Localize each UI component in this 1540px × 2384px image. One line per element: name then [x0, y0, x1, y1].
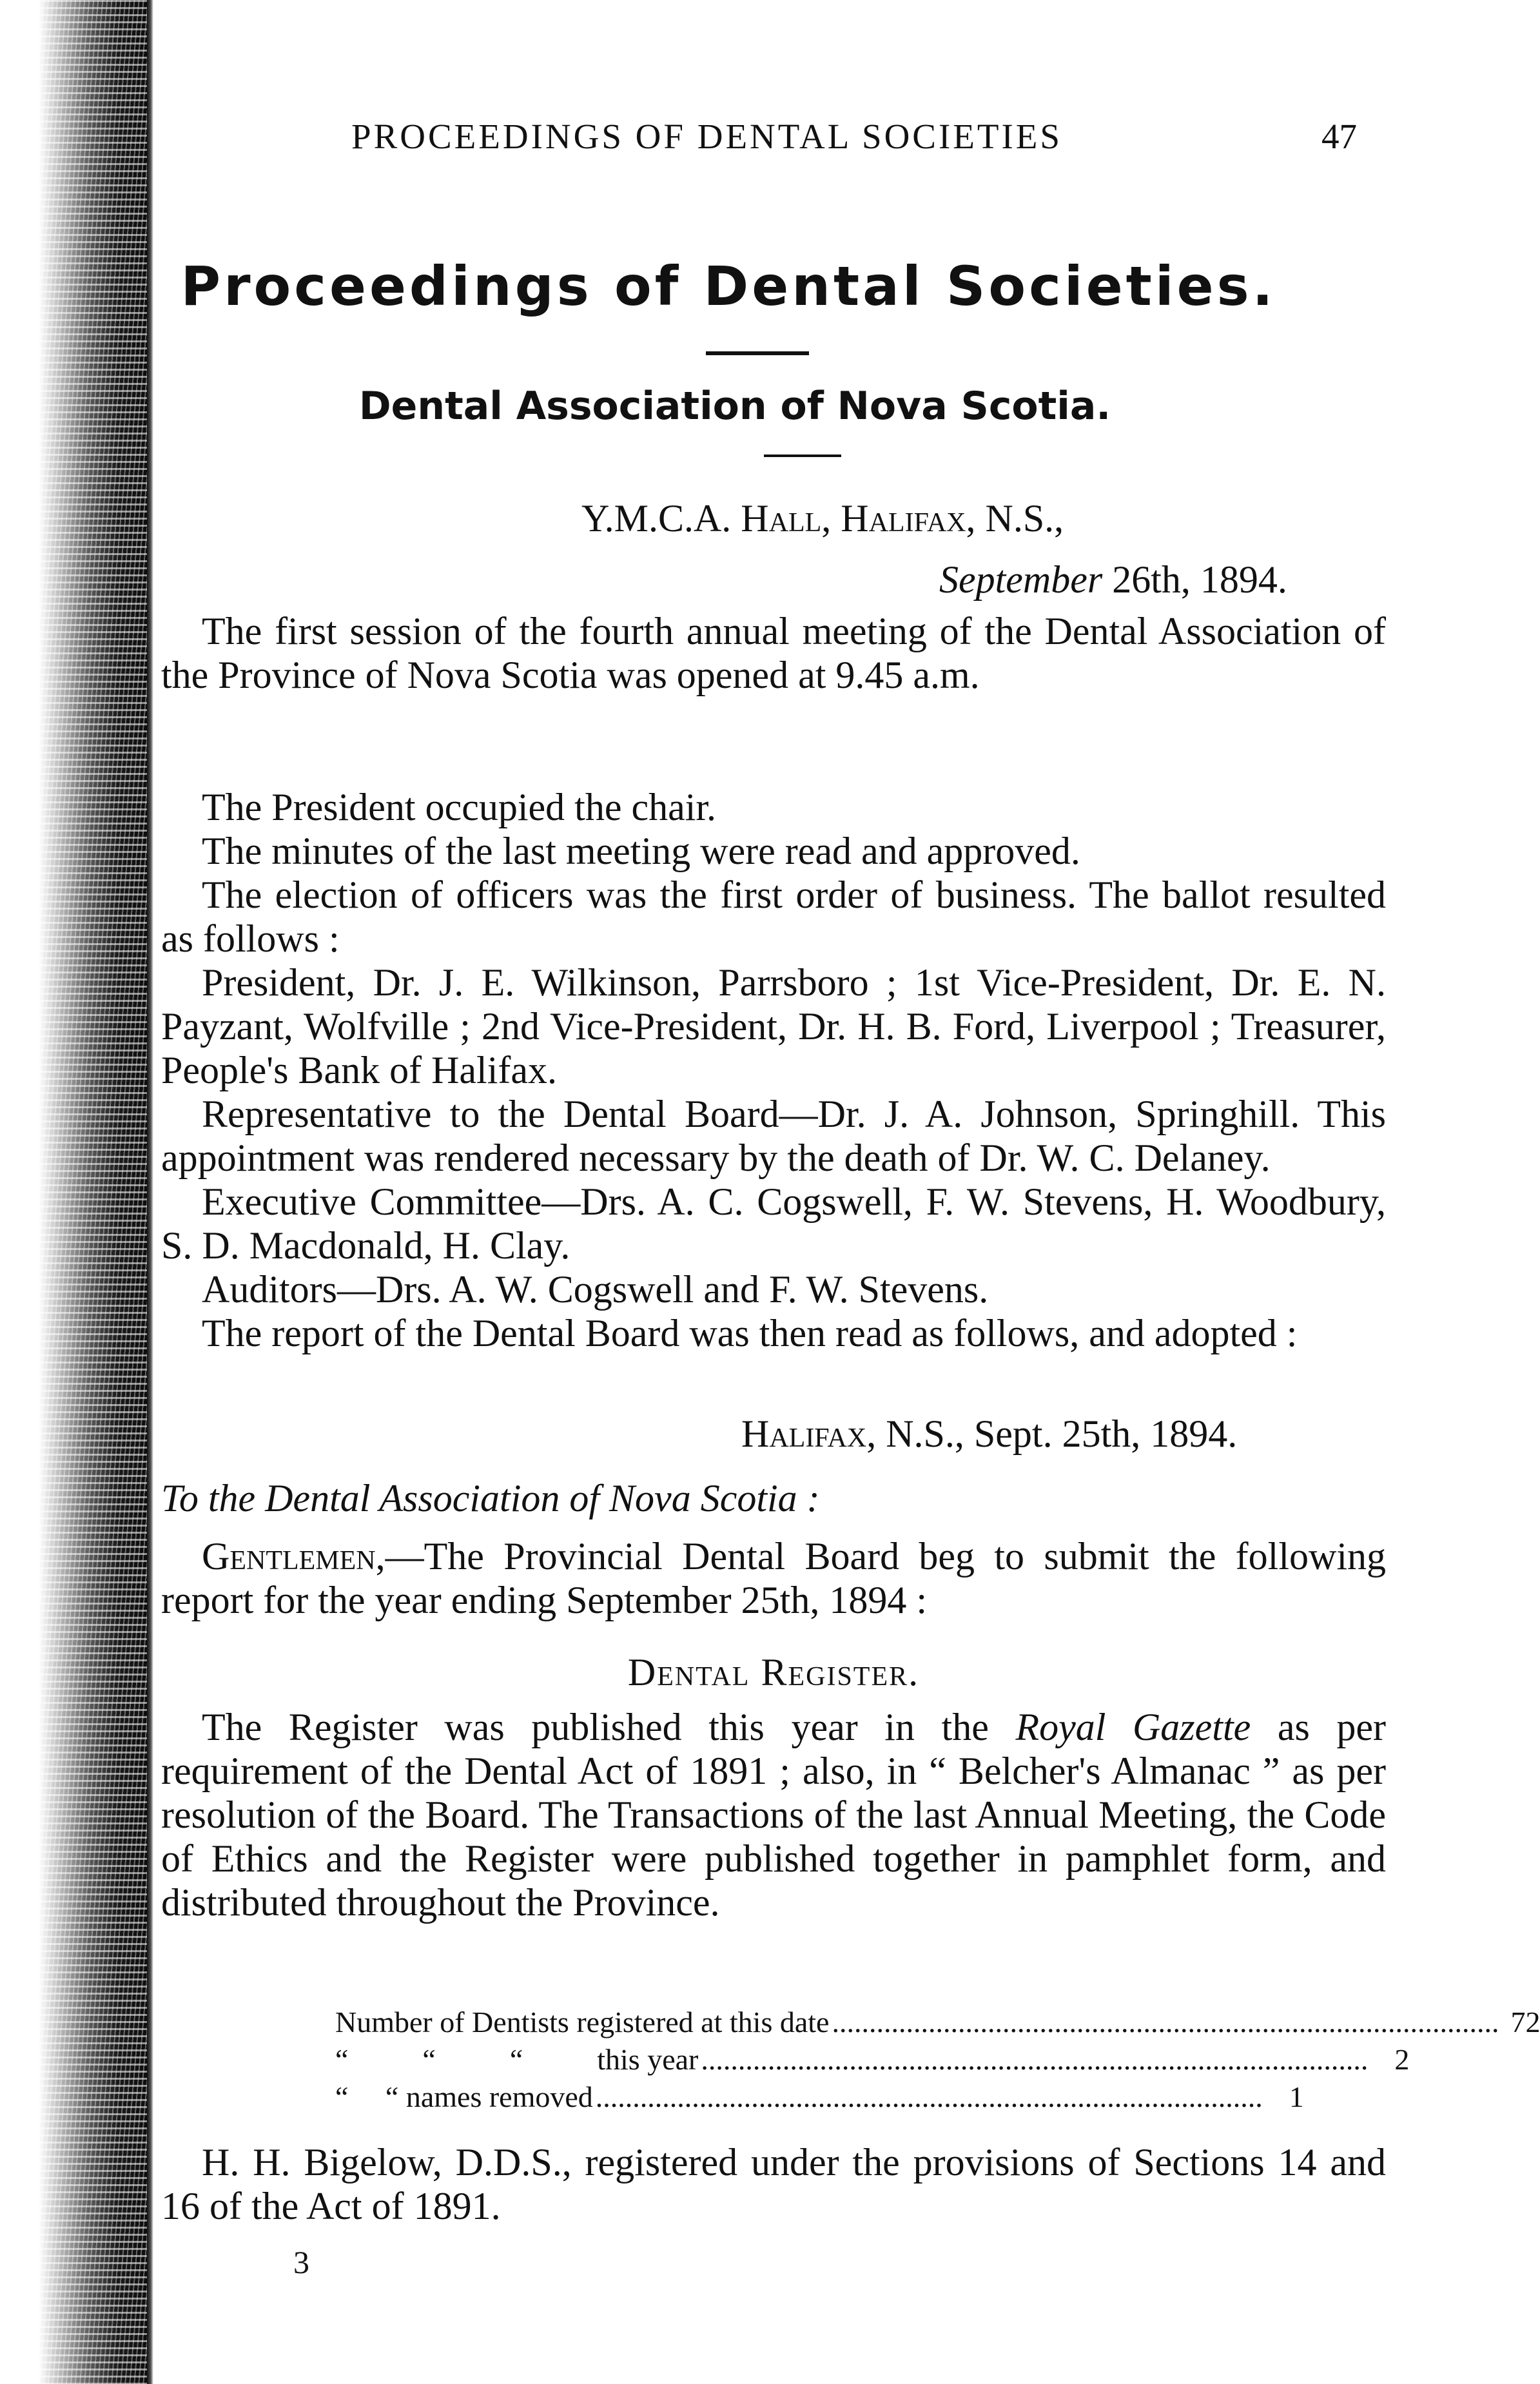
- title-divider: [706, 351, 809, 355]
- salutation-text: —The Provincial Dental Board beg to submit the following report for the year ending September 25th, 1894 :: [161, 1535, 1386, 1621]
- page-gutter-edge: [147, 0, 153, 2384]
- date-rest: 26th, 1894.: [1102, 558, 1287, 601]
- minutes-block: [161, 785, 1386, 1355]
- row-value: 1: [1289, 2080, 1304, 2113]
- row-value: 2: [1394, 2043, 1410, 2076]
- meeting-date: [939, 558, 1287, 602]
- running-header: PROCEEDINGS OF DENTAL SOCIETIES: [351, 117, 1062, 156]
- closing-text: H. H. Bigelow, D.D.S., registered under the provisions of Sections 14 and 16 of the Act of 1891.: [161, 2141, 1386, 2227]
- book-page: [161, 0, 1540, 2384]
- signature-mark: 3: [293, 2244, 309, 2280]
- register-text-end: as per requirement of the Dental Act of 1891 ; also, in “ Belcher's Almanac ” as per resolution of the Board. The Transactions of the last Annual Meeting, the Code of Ethics and the Register were published together in pamphlet form, and distributed throughout the Province.: [161, 1706, 1387, 1924]
- opening-text: The first session of the fourth annual meeting of the Dental Association of the Province of Nova Scotia was opened at 9.45 a.m.: [161, 610, 1386, 696]
- minutes-item: The President occupied the chair.: [202, 786, 717, 828]
- book-spine-shadow: [39, 0, 151, 2384]
- opening-paragraph: [161, 609, 1386, 697]
- minutes-item: The election of officers was the first order of business. The ballot resulted as follows :: [161, 874, 1386, 960]
- minutes-item: The report of the Dental Board was then read as follows, and adopted :: [202, 1312, 1298, 1354]
- table-row: [335, 2078, 1304, 2116]
- row-label: Number of Dentists registered at this date: [335, 2006, 830, 2038]
- table-row: [335, 2004, 1540, 2041]
- date-month: September: [939, 558, 1103, 601]
- minutes-item: Representative to the Dental Board—Dr. J. A. Johnson, Springhill. This appointment was rendered necessary by the death of Dr. W. C. Delaney.: [161, 1093, 1386, 1179]
- register-counts-table: [335, 2004, 1540, 2116]
- report-addressee: To the Dental Association of Nova Scotia :: [161, 1477, 820, 1519]
- closing-paragraph: [161, 2140, 1386, 2228]
- register-heading: Dental Register.: [627, 1651, 920, 1694]
- leader-dots: ..........................................................................................: [832, 2006, 1499, 2038]
- report-date: N.S., Sept. 25th, 1894.: [876, 1412, 1238, 1455]
- minutes-item: The minutes of the last meeting were read and approved.: [202, 830, 1080, 872]
- report-dateline: [741, 1412, 1237, 1456]
- row-label: “ “ “ this year: [335, 2043, 699, 2076]
- minutes-item: Auditors—Drs. A. W. Cogswell and F. W. Stevens.: [202, 1268, 989, 1311]
- venue-ymca: Y.M.C.A.: [581, 497, 732, 540]
- leader-dots: ..........................................................................................: [595, 2080, 1263, 2113]
- row-value: 72: [1510, 2006, 1540, 2038]
- table-row: [335, 2041, 1410, 2078]
- register-text-start: The Register was published this year in the: [202, 1706, 1016, 1748]
- row-label: “ “ names removed: [335, 2080, 593, 2113]
- register-paragraph: [161, 1705, 1386, 1924]
- section-subtitle: Dental Association of Nova Scotia.: [358, 384, 1111, 429]
- royal-gazette: Royal Gazette: [1015, 1706, 1251, 1748]
- register-text: [161, 1705, 1386, 1924]
- report-intro: [161, 1534, 1386, 1622]
- subtitle-divider: [764, 454, 841, 457]
- report-place: Halifax,: [741, 1412, 877, 1455]
- salutation: Gentlemen,: [202, 1535, 385, 1578]
- venue-hall: Hall, Halifax,: [741, 497, 976, 540]
- page-title: Proceedings of Dental Societies.: [180, 255, 1276, 318]
- leader-dots: ..........................................................................................: [701, 2043, 1369, 2076]
- report-intro-text: [161, 1534, 1386, 1622]
- minutes-item: President, Dr. J. E. Wilkinson, Parrsboro ; 1st Vice-President, Dr. E. N. Payzant, Wolfville ; 2nd Vice-President, Dr. H. B. Ford, Liverpool ; Treasurer, People's Bank of Halifax.: [161, 961, 1386, 1091]
- venue-province: N.S.,: [975, 497, 1064, 540]
- page-number: 47: [1321, 117, 1357, 156]
- meeting-venue: [581, 496, 1064, 541]
- minutes-item: Executive Committee—Drs. A. C. Cogswell, F. W. Stevens, H. Woodbury, S. D. Macdonald, H. Clay.: [161, 1180, 1386, 1267]
